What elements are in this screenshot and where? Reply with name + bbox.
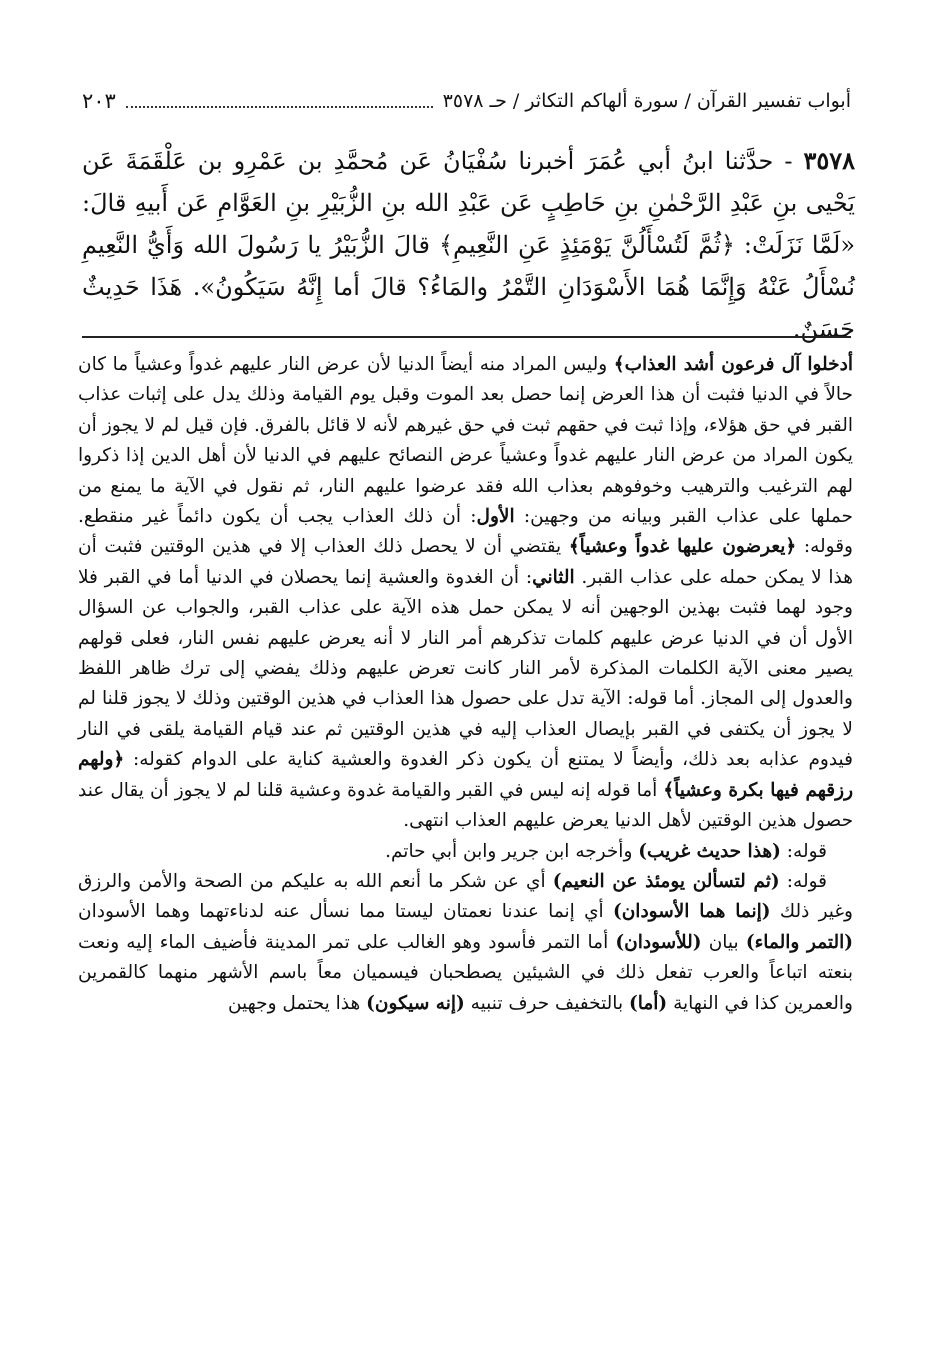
page-number: ٢٠٣ — [82, 89, 116, 113]
header-dot-leader — [126, 106, 433, 108]
hadith-body: - حدَّثنا ابنُ أبي عُمَرَ أخبرنا سُفْيَانُ عَن مُحمَّدِ بن عَمْرِو بن عَلْقَمَةَ عَن يَحْيى بنِ عَبْدِ الرَّحْمٰنِ بنِ حَاطِبٍ عَن عَبْدِ الله بنِ الزُّبَيْرِ بنِ العَوَّامِ عَن أَبيهِ قالَ: «لَمَّا نَزَلَتْ: ﴿ثُمَّ لَتُسْأَلُنَّ يَوْمَئِذٍ عَنِ النَّعِيمِ﴾ قالَ الزُّبَيْرُ يا رَسُولَ الله وَأَيُّ النَّعِيمِ نُسْأَلُ عَنْهُ وَإِنَّمَا هُمَا الأَسْوَدَانِ التَّمْرُ والمَاءُ؟ قالَ أما إِنَّهُ سَيَكُونُ». هَذَا حَدِيثٌ حَسَنٌ. — [82, 147, 855, 343]
quran-quote: ﴿ولهم رزقهم فيها بكرة وعشياً﴾ — [78, 749, 853, 801]
separator-rule — [82, 336, 851, 338]
commentary-paragraph: أدخلوا آل فرعون أشد العذاب﴾ وليس المراد منه أيضاً الدنيا لأن عرض النار عليهم غدواً وعشياً ما كان حالاً في الدنيا فثبت أن هذا العرض إنما حصل بعد الموت وقبل يوم القيامة وذلك يدل على إثبات عذاب القبر في حق هؤلاء، وإذا ثبت في حقهم ثبت في حق غيرهم لأنه لا قائل بالفرق. فإن قيل لم لا يجوز أن يكون المراد من عرض النار عليهم غدواً وعشياً عرض النصائح عليهم في الدنيا لأن أهل الدين إذا ذكروا لهم الترغيب والترهيب وخوفوهم بعذاب الله فقد عرضوا عليهم النار، ثم نقول في الآية ما يمنع من حملها على عذاب القبر وبيانه من وجهين: الأول: أن ذلك العذاب يجب أن يكون دائماً غير منقطع. وقوله: ﴿يعرضون عليها غدواً وعشياً﴾ يقتضي أن لا يحصل ذلك العذاب إلا في هذين الوقتين فثبت أن هذا لا يمكن حمله على عذاب القبر. الثاني: أن الغدوة والعشية إنما يحصلان في الدنيا أما في القبر فلا وجود لهما فثبت بهذين الوجهين أنه لا يمكن حمل هذه الآية على عذاب القبر، والجواب عن السؤال الأول أن في الدنيا عرض عليهم كلمات تذكرهم أمر النار لا أنه يعرض عليهم نفس النار، فعلى قولهم يصير معنى الآية الكلمات المذكرة لأمر النار كانت تعرض عليهم وذلك يفضي إلى ترك ظاهر اللفظ والعدول إلى المجاز. أما قوله: الآية تدل على حصول هذا العذاب في هذين الوقتين وذلك لا يجوز قلنا لم لا يجوز أن يكتفى في القبر بإيصال العذاب إليه في هذين الوقتين ثم عند قيام القيامة يلقى في النار فيدوم عذابه بعد ذلك، وأيضاً لا يمتنع أن يكون ذكر الغدوة والعشية كناية على الدوام كقوله: ﴿ولهم رزقهم فيها بكرة وعشياً﴾ أما قوله إنه ليس في القبر والقيامة غدوة وعشية قلنا لم لا يجوز أن يقال عند حصول هذين الوقتين لأهل الدنيا يعرض عليهم العذاب انتهى. — [78, 354, 854, 832]
quoted-phrase: (ثم لتسألن يومئذ عن النعيم) — [552, 870, 780, 892]
commentary — [78, 350, 853, 1019]
quoted-phrase: (هذا حديث غريب) — [638, 840, 781, 862]
hadith-text — [82, 140, 855, 350]
point-label: الأول — [476, 506, 515, 528]
hadith-number: ٣٥٧٨ — [803, 146, 855, 175]
quoted-phrase: (للأسودان) — [615, 931, 702, 953]
point-label: الثاني — [532, 566, 575, 588]
quran-quote: ﴿يعرضون عليها غدواً وعشياً﴾ — [568, 536, 797, 558]
quoted-phrase: (إنما هما الأسودان) — [612, 901, 771, 923]
commentary-paragraph: قوله: (هذا حديث غريب) وأخرجه ابن جرير وابن أبي حاتم. — [385, 840, 827, 862]
commentary-paragraph: قوله: (ثم لتسألن يومئذ عن النعيم) أي عن شكر ما أنعم الله به عليكم من الصحة والأمن والرزق وغير ذلك (إنما هما الأسودان) أي إنما عندنا نعمتان ليستا مما نسأل عنه لدناءتهما وهما الأسودان (التمر والماء) بيان (للأسودان) أما التمر فأسود وهو الغالب على تمر المدينة فأضيف الماء إليه ونعت بنعته اتباعاً والعرب تفعل ذلك في الشيئين يصطحبان فيسميان معاً باسم الأشهر منهما كالقمرين والعمرين كذا في النهاية (أما) بالتخفيف حرف تنبيه (إنه سيكون) هذا يحتمل وجهين — [78, 870, 854, 1014]
quran-quote: أدخلوا آل فرعون أشد العذاب﴾ — [613, 354, 853, 375]
page-header — [82, 84, 851, 118]
quoted-phrase: (إنه سيكون) — [366, 992, 465, 1014]
quoted-phrase: (أما) — [628, 992, 668, 1014]
quoted-phrase: (التمر والماء) — [745, 931, 854, 953]
running-title: أبواب تفسير القرآن / سورة ألهاكم التكاثر / حـ ٣٥٧٨ — [442, 90, 851, 112]
